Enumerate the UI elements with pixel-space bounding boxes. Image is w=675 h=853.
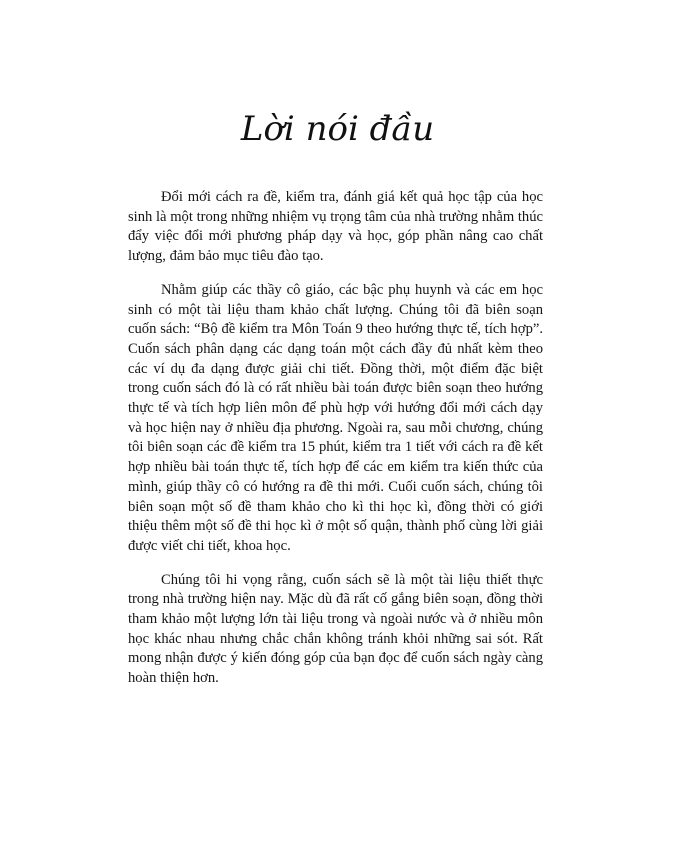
paragraph-2: Nhằm giúp các thầy cô giáo, các bậc phụ huynh và các em học sinh có một tài liệu tham khảo chất lượng. Chúng tôi đã biên soạn cuốn sách: “Bộ đề kiểm tra Môn Toán 9 theo hướng thực tế, tích hợp”. Cuốn sách phân dạng các dạng toán một cách đầy đủ nhất kèm theo các ví dụ đa dạng được giải chi tiết. Đồng thời, một điểm đặc biệt trong cuốn sách đó là có rất nhiều bài toán được biên soạn theo hướng thực tế và tích hợp liên môn để phù hợp với hướng đổi mới cách dạy và học hiện nay ở nhiều địa phương. Ngoài ra, sau mỗi chương, chúng tôi biên soạn các đề kiểm tra 15 phút, kiểm tra 1 tiết với cách ra đề kết hợp nhiều bài toán thực tế, tích hợp để các em kiểm tra kiến thức của mình, giúp thầy cô có hướng ra đề thi mới. Cuối cuốn sách, chúng tôi biên soạn một số đề tham khảo cho kì thi học kì, đồng thời có giới thiệu thêm một số đề thi học kì ở một số quận, thành phố cùng lời giải được viết chi tiết, khoa học. [128,281,543,554]
paragraph-3: Chúng tôi hi vọng rằng, cuốn sách sẽ là một tài liệu thiết thực trong nhà trường hiện nay. Mặc dù đã rất cố gắng biên soạn, đồng thời tham khảo một lượng lớn tài liệu trong và ngoài nước và ở nhiều môn học khác nhau nhưng chắc chắn không tránh khỏi những sai sót. Rất mong nhận được ý kiến đóng góp của bạn đọc để cuốn sách ngày càng hoàn thiện hơn. [128,571,543,687]
page-title: Lời nói đầu [240,109,435,149]
paragraph-1: Đổi mới cách ra đề, kiểm tra, đánh giá kết quả học tập của học sinh là một trong những nhiệm vụ trọng tâm của nhà trường nhằm thúc đẩy việc đổi mới phương pháp dạy và học, góp phần nâng cao chất lượng, đảm bảo mục tiêu đào tạo. [128,189,543,265]
document-body [128,188,543,703]
